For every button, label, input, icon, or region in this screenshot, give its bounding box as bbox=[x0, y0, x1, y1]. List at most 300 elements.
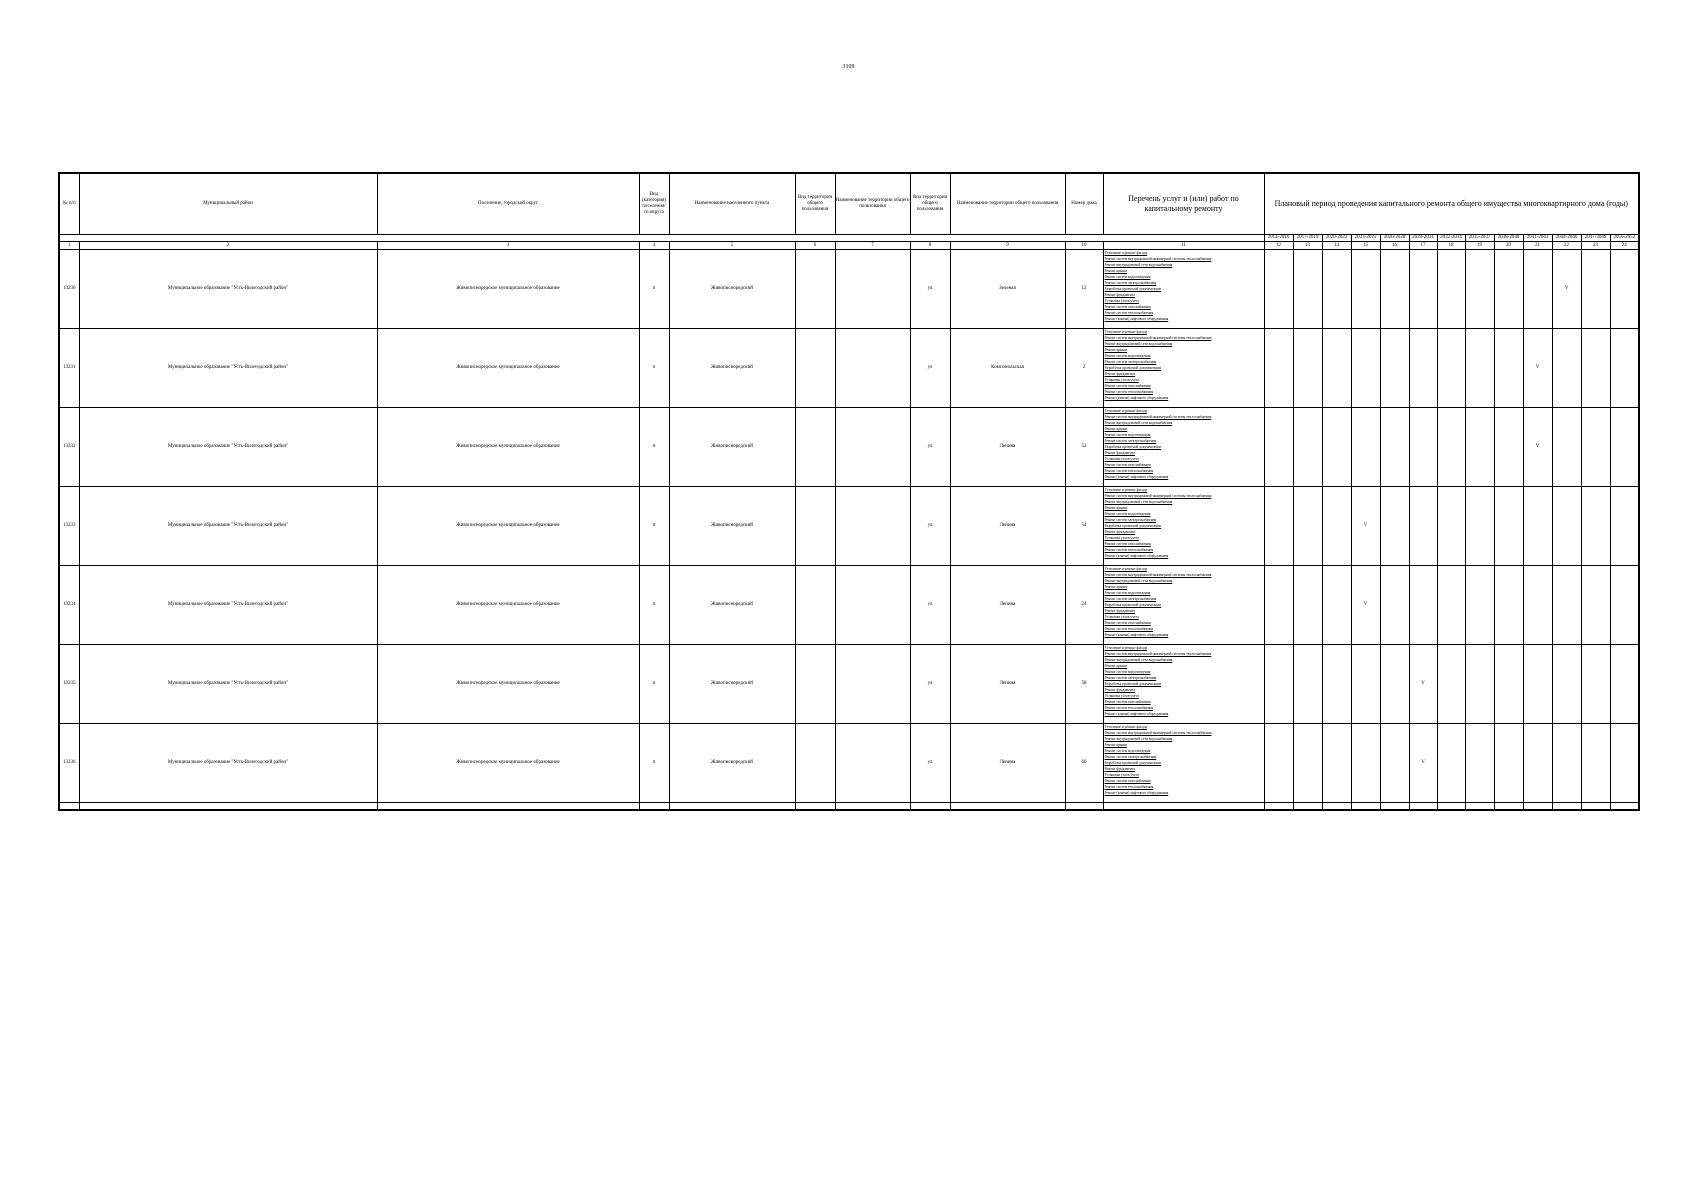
period-cell bbox=[1380, 645, 1409, 724]
work-item: Ремонт фундамента bbox=[1104, 451, 1135, 455]
period-cell bbox=[1264, 250, 1293, 329]
header-settlement: Поселение, городской округ bbox=[377, 173, 639, 235]
period-mark: V bbox=[1351, 487, 1380, 566]
column-number: 3 bbox=[377, 242, 639, 250]
work-item: Ремонт крыши bbox=[1104, 664, 1128, 668]
period-cell bbox=[1610, 408, 1639, 487]
period-header: 2020-2022 bbox=[1322, 235, 1351, 242]
row-obj-name: Ленина bbox=[950, 645, 1065, 724]
period-cell bbox=[1264, 724, 1293, 803]
row-street-name bbox=[835, 645, 910, 724]
table-row bbox=[59, 724, 1639, 803]
period-header: 2050-2052 bbox=[1610, 235, 1639, 242]
row-settlement: Живописноредское муниципальное образование bbox=[377, 566, 639, 645]
row-district: Муниципальное образование "Усть-Вилегодский район" bbox=[79, 329, 377, 408]
work-item: Разработка проектной документации bbox=[1104, 682, 1162, 686]
period-header: 2017-2019 bbox=[1293, 235, 1322, 242]
row-works-list bbox=[1103, 329, 1264, 408]
row-works-list bbox=[1103, 724, 1264, 803]
work-item: Утепление и ремонт фасада bbox=[1104, 725, 1148, 729]
work-item: Ремонт систем газоснабжения bbox=[1104, 542, 1151, 546]
row-obj-type: ул bbox=[910, 566, 950, 645]
period-cell bbox=[1264, 645, 1293, 724]
work-item: Ремонт внутридомовой сети водоснабжения bbox=[1104, 500, 1173, 504]
work-item: Ремонт систем внутридомовой инженерной системы теплоснабжения bbox=[1104, 573, 1212, 577]
row-obj-name: Зеленая bbox=[950, 250, 1065, 329]
continuation-row bbox=[59, 803, 1639, 811]
row-house: 52 bbox=[1065, 408, 1103, 487]
work-item: Утепление и ремонт фасада bbox=[1104, 251, 1148, 255]
column-number: 11 bbox=[1103, 242, 1264, 250]
periods-row bbox=[59, 235, 1639, 242]
work-item: Ремонт крыши bbox=[1104, 585, 1128, 589]
period-cell bbox=[1437, 408, 1465, 487]
work-item: Разработка проектной документации bbox=[1104, 445, 1162, 449]
work-item: Ремонт (замена) лифтового оборудования bbox=[1104, 475, 1169, 479]
period-cell bbox=[1351, 250, 1380, 329]
column-number: 1 bbox=[59, 242, 79, 250]
work-item: Ремонт систем теплоснабжения bbox=[1104, 706, 1154, 710]
continuation-cell bbox=[1494, 803, 1523, 811]
work-item: Ремонт систем теплоснабжения bbox=[1104, 390, 1154, 394]
row-locality: Живописноредский bbox=[669, 566, 795, 645]
row-district: Муниципальное образование "Усть-Вилегодский район" bbox=[79, 645, 377, 724]
period-cell bbox=[1552, 408, 1581, 487]
column-number: 16 bbox=[1380, 242, 1409, 250]
continuation-cell bbox=[1581, 803, 1610, 811]
row-num: 13236 bbox=[59, 724, 79, 803]
header-num: № п/п bbox=[59, 173, 79, 235]
period-cell bbox=[1264, 329, 1293, 408]
period-header: 2047-2049 bbox=[1581, 235, 1610, 242]
period-cell bbox=[1552, 645, 1581, 724]
column-number: 22 bbox=[1552, 242, 1581, 250]
period-cell bbox=[1437, 250, 1465, 329]
period-cell bbox=[1380, 250, 1409, 329]
continuation-cell bbox=[1409, 803, 1437, 811]
page-number: 3109 bbox=[842, 64, 855, 70]
row-locality: Живописноредский bbox=[669, 487, 795, 566]
period-cell bbox=[1523, 645, 1552, 724]
row-street-type bbox=[795, 329, 835, 408]
row-num: 13234 bbox=[59, 566, 79, 645]
work-item: Ремонт систем газоснабжения bbox=[1104, 463, 1151, 467]
continuation-cell bbox=[1065, 803, 1103, 811]
row-works-list bbox=[1103, 408, 1264, 487]
continuation-cell bbox=[1351, 803, 1380, 811]
row-locality: Живописноредский bbox=[669, 250, 795, 329]
column-number: 6 bbox=[795, 242, 835, 250]
column-number: 5 bbox=[669, 242, 795, 250]
period-cell bbox=[1437, 724, 1465, 803]
work-item: Ремонт систем внутридомовой инженерной системы теплоснабжения bbox=[1104, 731, 1212, 735]
header-street-name: Наименование территории общего пользования bbox=[835, 173, 910, 235]
work-item: Ремонт систем внутридомовой инженерной системы теплоснабжения bbox=[1104, 652, 1212, 656]
column-number: 17 bbox=[1409, 242, 1437, 250]
column-number: 15 bbox=[1351, 242, 1380, 250]
row-street-name bbox=[835, 487, 910, 566]
work-item: Ремонт внутридомовой сети водоснабжения bbox=[1104, 263, 1173, 267]
work-item: Ремонт (замена) лифтового оборудования bbox=[1104, 633, 1169, 637]
row-street-name bbox=[835, 329, 910, 408]
work-item: Ремонт фундамента bbox=[1104, 767, 1135, 771]
period-cell bbox=[1264, 566, 1293, 645]
table-row bbox=[59, 329, 1639, 408]
work-item: Ремонт систем водоотведения bbox=[1104, 433, 1151, 437]
continuation-cell bbox=[1380, 803, 1409, 811]
work-item: Ремонт систем водоотведения bbox=[1104, 354, 1151, 358]
work-item: Ремонт фундамента bbox=[1104, 372, 1135, 376]
period-header: 2035-2037 bbox=[1465, 235, 1494, 242]
row-settlement: Живописноредское муниципальное образование bbox=[377, 645, 639, 724]
row-obj-type: ул bbox=[910, 724, 950, 803]
work-item: Ремонт (замена) лифтового оборудования bbox=[1104, 712, 1169, 716]
period-cell bbox=[1322, 408, 1351, 487]
row-locality: Живописноредский bbox=[669, 329, 795, 408]
period-cell bbox=[1293, 329, 1322, 408]
work-item: Ремонт систем электроснабжения bbox=[1104, 439, 1157, 443]
period-cell bbox=[1552, 329, 1581, 408]
row-category: п bbox=[639, 408, 669, 487]
row-category: п bbox=[639, 645, 669, 724]
period-mark: V bbox=[1552, 250, 1581, 329]
column-number: 23 bbox=[1581, 242, 1610, 250]
period-cell bbox=[1610, 250, 1639, 329]
work-item: Установка узлов учета bbox=[1104, 299, 1139, 303]
row-obj-name: Ленина bbox=[950, 566, 1065, 645]
row-obj-type: ул bbox=[910, 408, 950, 487]
period-cell bbox=[1494, 724, 1523, 803]
work-item: Ремонт крыши bbox=[1104, 269, 1128, 273]
continuation-cell bbox=[1523, 803, 1552, 811]
period-cell bbox=[1351, 645, 1380, 724]
header-planned-period: Плановый период проведения капитального ремонта общего имущества многоквартирного дома (годы) bbox=[1264, 173, 1639, 235]
row-street-name bbox=[835, 408, 910, 487]
work-item: Ремонт систем водоотведения bbox=[1104, 512, 1151, 516]
period-header: 2032-2034 bbox=[1437, 235, 1465, 242]
period-cell bbox=[1322, 250, 1351, 329]
period-cell bbox=[1494, 250, 1523, 329]
work-item: Установка узлов учета bbox=[1104, 773, 1139, 777]
row-settlement: Живописноредское муниципальное образование bbox=[377, 250, 639, 329]
header-obj-name: Наименование территории общего пользования bbox=[950, 173, 1065, 235]
work-item: Утепление и ремонт фасада bbox=[1104, 488, 1148, 492]
period-header: 2038-2040 bbox=[1494, 235, 1523, 242]
work-item: Установка узлов учета bbox=[1104, 378, 1139, 382]
work-item: Разработка проектной документации bbox=[1104, 603, 1162, 607]
work-item: Ремонт систем теплоснабжения bbox=[1104, 311, 1154, 315]
continuation-cell bbox=[639, 803, 669, 811]
period-header: 2023-2025 bbox=[1351, 235, 1380, 242]
work-item: Ремонт внутридомовой сети водоснабжения bbox=[1104, 342, 1173, 346]
period-cell bbox=[1351, 329, 1380, 408]
period-cell bbox=[1437, 487, 1465, 566]
row-num: 13232 bbox=[59, 408, 79, 487]
period-header: 2041-2043 bbox=[1523, 235, 1552, 242]
period-cell bbox=[1494, 566, 1523, 645]
work-item: Установка узлов учета bbox=[1104, 694, 1139, 698]
work-item: Ремонт фундамента bbox=[1104, 530, 1135, 534]
row-house: 2 bbox=[1065, 329, 1103, 408]
period-mark: V bbox=[1523, 329, 1552, 408]
work-item: Ремонт фундамента bbox=[1104, 609, 1135, 613]
period-cell bbox=[1293, 487, 1322, 566]
row-category: п bbox=[639, 566, 669, 645]
period-cell bbox=[1494, 487, 1523, 566]
work-item: Разработка проектной документации bbox=[1104, 761, 1162, 765]
period-cell bbox=[1293, 566, 1322, 645]
work-item: Утепление и ремонт фасада bbox=[1104, 646, 1148, 650]
continuation-cell bbox=[1293, 803, 1322, 811]
continuation-cell bbox=[835, 803, 910, 811]
work-item: Ремонт систем электроснабжения bbox=[1104, 518, 1157, 522]
work-item: Ремонт фундамента bbox=[1104, 293, 1135, 297]
period-cell bbox=[1581, 724, 1610, 803]
header-category: Вид (категория) поселения/ го округа bbox=[639, 173, 669, 235]
period-cell bbox=[1552, 487, 1581, 566]
header-house: Номер дома bbox=[1065, 173, 1103, 235]
period-cell bbox=[1264, 408, 1293, 487]
period-cell bbox=[1581, 487, 1610, 566]
row-num: 13230 bbox=[59, 250, 79, 329]
row-works-list bbox=[1103, 250, 1264, 329]
row-obj-type: ул bbox=[910, 250, 950, 329]
work-item: Ремонт систем теплоснабжения bbox=[1104, 785, 1154, 789]
period-header: 2029-2031 bbox=[1409, 235, 1437, 242]
work-item: Ремонт систем электроснабжения bbox=[1104, 360, 1157, 364]
row-works-list bbox=[1103, 645, 1264, 724]
work-item: Ремонт систем теплоснабжения bbox=[1104, 627, 1154, 631]
header-locality: Наименование населенного пункта bbox=[669, 173, 795, 235]
row-num: 13231 bbox=[59, 329, 79, 408]
row-house: 54 bbox=[1065, 487, 1103, 566]
row-locality: Живописноредский bbox=[669, 645, 795, 724]
column-number: 10 bbox=[1065, 242, 1103, 250]
period-mark: V bbox=[1351, 566, 1380, 645]
work-item: Ремонт систем внутридомовой инженерной системы теплоснабжения bbox=[1104, 257, 1212, 261]
period-cell bbox=[1322, 487, 1351, 566]
period-cell bbox=[1552, 724, 1581, 803]
period-cell bbox=[1523, 724, 1552, 803]
row-house: 60 bbox=[1065, 724, 1103, 803]
work-item: Ремонт систем электроснабжения bbox=[1104, 281, 1157, 285]
work-item: Ремонт систем электроснабжения bbox=[1104, 597, 1157, 601]
period-cell bbox=[1581, 566, 1610, 645]
period-cell bbox=[1322, 645, 1351, 724]
row-category: п bbox=[639, 250, 669, 329]
work-item: Ремонт внутридомовой сети водоснабжения bbox=[1104, 579, 1173, 583]
column-number: 19 bbox=[1465, 242, 1494, 250]
continuation-cell bbox=[950, 803, 1065, 811]
work-item: Ремонт крыши bbox=[1104, 427, 1128, 431]
work-item: Утепление и ремонт фасада bbox=[1104, 409, 1148, 413]
row-works-list bbox=[1103, 566, 1264, 645]
period-cell bbox=[1610, 329, 1639, 408]
continuation-cell bbox=[1437, 803, 1465, 811]
period-cell bbox=[1437, 566, 1465, 645]
period-cell bbox=[1581, 645, 1610, 724]
column-number: 4 bbox=[639, 242, 669, 250]
period-mark: V bbox=[1409, 724, 1437, 803]
header-row bbox=[59, 173, 1639, 235]
continuation-cell bbox=[1103, 803, 1264, 811]
column-number: 21 bbox=[1523, 242, 1552, 250]
period-cell bbox=[1351, 408, 1380, 487]
work-item: Ремонт (замена) лифтового оборудования bbox=[1104, 317, 1169, 321]
period-cell bbox=[1380, 724, 1409, 803]
row-settlement: Живописноредское муниципальное образование bbox=[377, 408, 639, 487]
column-number: 14 bbox=[1322, 242, 1351, 250]
work-item: Ремонт систем теплоснабжения bbox=[1104, 548, 1154, 552]
row-num: 13235 bbox=[59, 645, 79, 724]
work-item: Ремонт крыши bbox=[1104, 506, 1128, 510]
period-cell bbox=[1610, 487, 1639, 566]
period-cell bbox=[1409, 487, 1437, 566]
column-number: 13 bbox=[1293, 242, 1322, 250]
period-header: 2014-2016 bbox=[1264, 235, 1293, 242]
period-cell bbox=[1610, 645, 1639, 724]
column-number: 20 bbox=[1494, 242, 1523, 250]
period-cell bbox=[1409, 250, 1437, 329]
period-cell bbox=[1380, 487, 1409, 566]
work-item: Ремонт (замена) лифтового оборудования bbox=[1104, 791, 1169, 795]
period-cell bbox=[1465, 724, 1494, 803]
work-item: Ремонт крыши bbox=[1104, 743, 1128, 747]
row-obj-type: ул bbox=[910, 487, 950, 566]
work-item: Ремонт систем теплоснабжения bbox=[1104, 469, 1154, 473]
header-district: Муниципальный район bbox=[79, 173, 377, 235]
work-item: Ремонт систем электроснабжения bbox=[1104, 676, 1157, 680]
header-works: Перечень услуг и (или) работ по капитальному ремонту bbox=[1103, 173, 1264, 235]
work-item: Ремонт систем газоснабжения bbox=[1104, 384, 1151, 388]
period-cell bbox=[1610, 566, 1639, 645]
period-cell bbox=[1465, 329, 1494, 408]
row-street-type bbox=[795, 408, 835, 487]
table-row bbox=[59, 645, 1639, 724]
work-item: Утепление и ремонт фасада bbox=[1104, 330, 1148, 334]
header-street-type: Вид территории общего пользования bbox=[795, 173, 835, 235]
period-cell bbox=[1380, 408, 1409, 487]
period-cell bbox=[1293, 724, 1322, 803]
continuation-cell bbox=[669, 803, 795, 811]
row-obj-name: Ленина bbox=[950, 408, 1065, 487]
row-street-name bbox=[835, 250, 910, 329]
table-row bbox=[59, 487, 1639, 566]
row-street-type bbox=[795, 724, 835, 803]
work-item: Ремонт систем газоснабжения bbox=[1104, 621, 1151, 625]
continuation-cell bbox=[1610, 803, 1639, 811]
period-cell bbox=[1293, 645, 1322, 724]
work-item: Установка узлов учета bbox=[1104, 615, 1139, 619]
period-cell bbox=[1437, 645, 1465, 724]
row-obj-type: ул bbox=[910, 329, 950, 408]
continuation-cell bbox=[910, 803, 950, 811]
work-item: Ремонт внутридомовой сети водоснабжения bbox=[1104, 658, 1173, 662]
column-number: 7 bbox=[835, 242, 910, 250]
period-cell bbox=[1409, 566, 1437, 645]
continuation-cell bbox=[1465, 803, 1494, 811]
periods-spacer bbox=[59, 235, 1264, 242]
row-district: Муниципальное образование "Усть-Вилегодский район" bbox=[79, 487, 377, 566]
period-cell bbox=[1351, 724, 1380, 803]
work-item: Установка узлов учета bbox=[1104, 457, 1139, 461]
period-cell bbox=[1465, 645, 1494, 724]
period-cell bbox=[1581, 250, 1610, 329]
period-cell bbox=[1264, 487, 1293, 566]
period-cell bbox=[1494, 645, 1523, 724]
work-item: Ремонт систем газоснабжения bbox=[1104, 779, 1151, 783]
period-header: 2026-2028 bbox=[1380, 235, 1409, 242]
work-item: Ремонт внутридомовой сети водоснабжения bbox=[1104, 737, 1173, 741]
period-cell bbox=[1523, 566, 1552, 645]
period-mark: V bbox=[1409, 645, 1437, 724]
work-item: Ремонт систем водоотведения bbox=[1104, 275, 1151, 279]
period-cell bbox=[1465, 487, 1494, 566]
period-cell bbox=[1437, 329, 1465, 408]
row-street-type bbox=[795, 250, 835, 329]
row-locality: Живописноредский bbox=[669, 724, 795, 803]
row-street-name bbox=[835, 724, 910, 803]
period-header: 2044-2046 bbox=[1552, 235, 1581, 242]
column-numbers-row bbox=[59, 242, 1639, 250]
period-mark: V bbox=[1523, 408, 1552, 487]
work-item: Утепление и ремонт фасада bbox=[1104, 567, 1148, 571]
column-number: 12 bbox=[1264, 242, 1293, 250]
row-obj-name: Ленина bbox=[950, 724, 1065, 803]
continuation-cell bbox=[59, 803, 79, 811]
period-cell bbox=[1610, 724, 1639, 803]
row-locality: Живописноредский bbox=[669, 408, 795, 487]
work-item: Ремонт систем внутридомовой инженерной системы теплоснабжения bbox=[1104, 336, 1212, 340]
work-item: Ремонт внутридомовой сети водоснабжения bbox=[1104, 421, 1173, 425]
period-cell bbox=[1581, 408, 1610, 487]
work-item: Ремонт систем водоотведения bbox=[1104, 670, 1151, 674]
work-item: Ремонт систем газоснабжения bbox=[1104, 305, 1151, 309]
period-cell bbox=[1322, 329, 1351, 408]
row-street-name bbox=[835, 566, 910, 645]
row-settlement: Живописноредское муниципальное образование bbox=[377, 329, 639, 408]
continuation-cell bbox=[1264, 803, 1293, 811]
work-item: Ремонт систем внутридомовой инженерной системы теплоснабжения bbox=[1104, 415, 1212, 419]
period-cell bbox=[1380, 566, 1409, 645]
column-number: 2 bbox=[79, 242, 377, 250]
row-obj-type: ул bbox=[910, 645, 950, 724]
work-item: Ремонт фундамента bbox=[1104, 688, 1135, 692]
row-district: Муниципальное образование "Усть-Вилегодский район" bbox=[79, 724, 377, 803]
row-district: Муниципальное образование "Усть-Вилегодский район" bbox=[79, 566, 377, 645]
row-house: 24 bbox=[1065, 566, 1103, 645]
row-street-type bbox=[795, 645, 835, 724]
period-cell bbox=[1465, 566, 1494, 645]
work-item: Ремонт систем газоснабжения bbox=[1104, 700, 1151, 704]
row-settlement: Живописноредское муниципальное образование bbox=[377, 487, 639, 566]
row-street-type bbox=[795, 487, 835, 566]
period-cell bbox=[1293, 408, 1322, 487]
period-cell bbox=[1494, 408, 1523, 487]
column-number: 18 bbox=[1437, 242, 1465, 250]
table-row bbox=[59, 566, 1639, 645]
period-cell bbox=[1523, 250, 1552, 329]
row-district: Муниципальное образование "Усть-Вилегодский район" bbox=[79, 250, 377, 329]
continuation-cell bbox=[377, 803, 639, 811]
row-works-list bbox=[1103, 487, 1264, 566]
row-obj-name: Комсомольская bbox=[950, 329, 1065, 408]
work-item: Ремонт систем внутридомовой инженерной системы теплоснабжения bbox=[1104, 494, 1212, 498]
header-obj-type: Вид территории общего пользования bbox=[910, 173, 950, 235]
row-district: Муниципальное образование "Усть-Вилегодский район" bbox=[79, 408, 377, 487]
row-street-type bbox=[795, 566, 835, 645]
period-cell bbox=[1465, 408, 1494, 487]
